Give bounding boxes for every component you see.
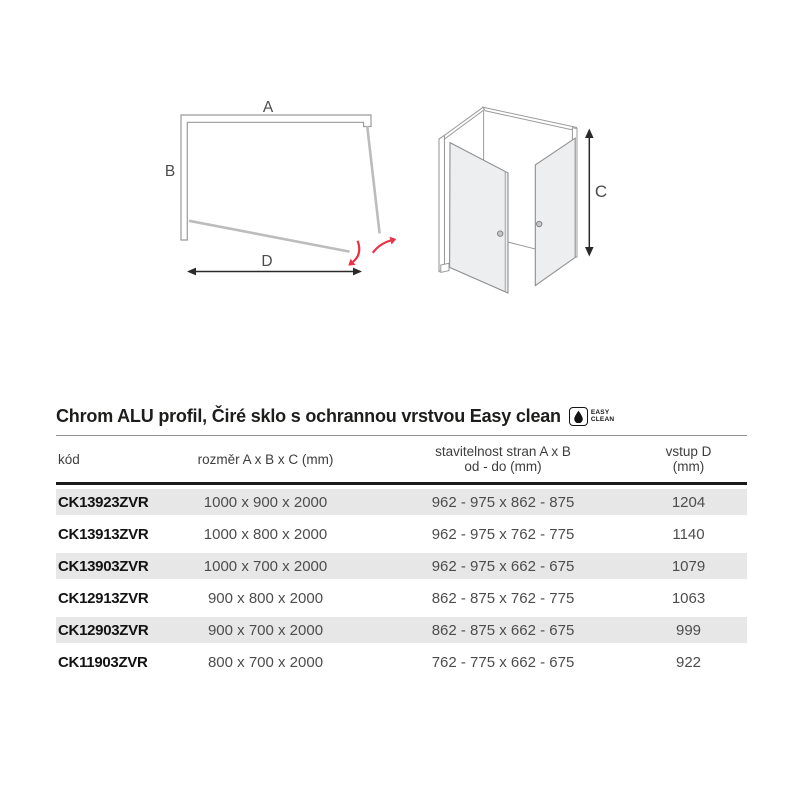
product-code: CK11903ZVR xyxy=(58,653,148,671)
top-rail-right xyxy=(483,107,577,131)
header-adjust-range-line2: od - do (mm) xyxy=(464,459,542,474)
table-row xyxy=(56,489,747,515)
swing-arrow-right xyxy=(373,241,391,253)
header-entry-width xyxy=(630,444,747,474)
door-swing-line-right xyxy=(367,126,379,234)
product-code: CK13903ZVR xyxy=(58,557,149,575)
bottom-rail xyxy=(505,241,537,249)
label-b: B xyxy=(164,163,176,180)
dimension-d-arrowhead-right xyxy=(353,268,362,276)
size-value: 1000 x 800 x 2000 xyxy=(203,525,328,543)
product-code: CK12913ZVR xyxy=(58,589,149,607)
product-code: CK13913ZVR xyxy=(58,525,149,543)
dimension-c-arrowhead-bottom xyxy=(585,247,594,257)
table-row xyxy=(56,553,747,579)
table-header-row xyxy=(56,435,747,485)
entry-width-value: 922 xyxy=(675,653,702,671)
table-row xyxy=(56,649,747,675)
entry-width-value: 1140 xyxy=(672,525,705,543)
adjust-range-value: 962 - 975 x 662 - 675 xyxy=(431,557,575,575)
adjust-range-value: 962 - 975 x 762 - 775 xyxy=(431,525,575,543)
door-knob-right-icon xyxy=(537,221,542,226)
size-value: 900 x 800 x 2000 xyxy=(207,589,324,607)
table-row xyxy=(56,521,747,547)
label-c: C xyxy=(594,182,608,201)
droplet-icon xyxy=(569,407,588,426)
dimension-c-arrowhead-top xyxy=(585,129,594,139)
size-value: 1000 x 700 x 2000 xyxy=(203,557,328,575)
spec-table xyxy=(56,435,747,675)
technical-diagram xyxy=(0,0,800,340)
adjust-range-value: 862 - 875 x 762 - 775 xyxy=(431,589,575,607)
size-value: 900 x 700 x 2000 xyxy=(207,621,324,639)
table-body xyxy=(56,485,747,675)
wall-profile-plan xyxy=(181,115,371,240)
profile-foot xyxy=(441,263,449,272)
header-entry-width-line1: vstup D xyxy=(665,444,712,459)
header-adjust-range-line1: stavitelnost stran A x B xyxy=(435,444,571,459)
swing-arrow-right-head xyxy=(390,237,397,245)
header-entry-width-line2: (mm) xyxy=(672,459,705,474)
header-size: rozměr A x B x C (mm) xyxy=(197,451,334,467)
title-block xyxy=(56,401,614,431)
size-value: 800 x 700 x 2000 xyxy=(207,653,324,671)
dimension-d-arrowhead-left xyxy=(187,268,196,276)
top-rail-left xyxy=(445,107,486,139)
easy-clean-label-line2: CLEAN xyxy=(590,416,615,423)
header-code: kód xyxy=(58,451,80,467)
iso-view xyxy=(439,107,607,293)
adjust-range-value: 962 - 975 x 862 - 875 xyxy=(431,493,575,511)
door-knob-left-icon xyxy=(498,231,503,236)
product-code: CK12903ZVR xyxy=(58,621,149,639)
plan-view xyxy=(165,99,396,275)
easy-clean-badge xyxy=(569,407,614,426)
entry-width-value: 1079 xyxy=(671,557,706,575)
entry-width-value: 1204 xyxy=(671,493,706,511)
easy-clean-label-line1: EASY xyxy=(590,408,610,416)
page-title: Chrom ALU profil, Čiré sklo s ochrannou vrstvou Easy clean xyxy=(56,405,561,426)
adjust-range-value: 862 - 875 x 662 - 675 xyxy=(431,621,575,639)
door-panel-left xyxy=(450,143,508,293)
size-value: 1000 x 900 x 2000 xyxy=(203,493,328,511)
product-code: CK13923ZVR xyxy=(58,493,149,511)
header-adjust-range xyxy=(376,444,630,474)
door-panel-right xyxy=(535,138,575,286)
label-a: A xyxy=(262,99,274,116)
label-d: D xyxy=(261,253,273,270)
adjust-range-value: 762 - 775 x 662 - 675 xyxy=(431,653,575,671)
table-row xyxy=(56,617,747,643)
wall-profile-left-iso xyxy=(439,135,445,271)
entry-width-value: 999 xyxy=(675,621,702,639)
door-swing-line-bottom xyxy=(189,221,350,252)
table-row xyxy=(56,585,747,611)
swing-arrow-bottom xyxy=(353,241,359,262)
easy-clean-label xyxy=(591,409,614,424)
entry-width-value: 1063 xyxy=(671,589,706,607)
